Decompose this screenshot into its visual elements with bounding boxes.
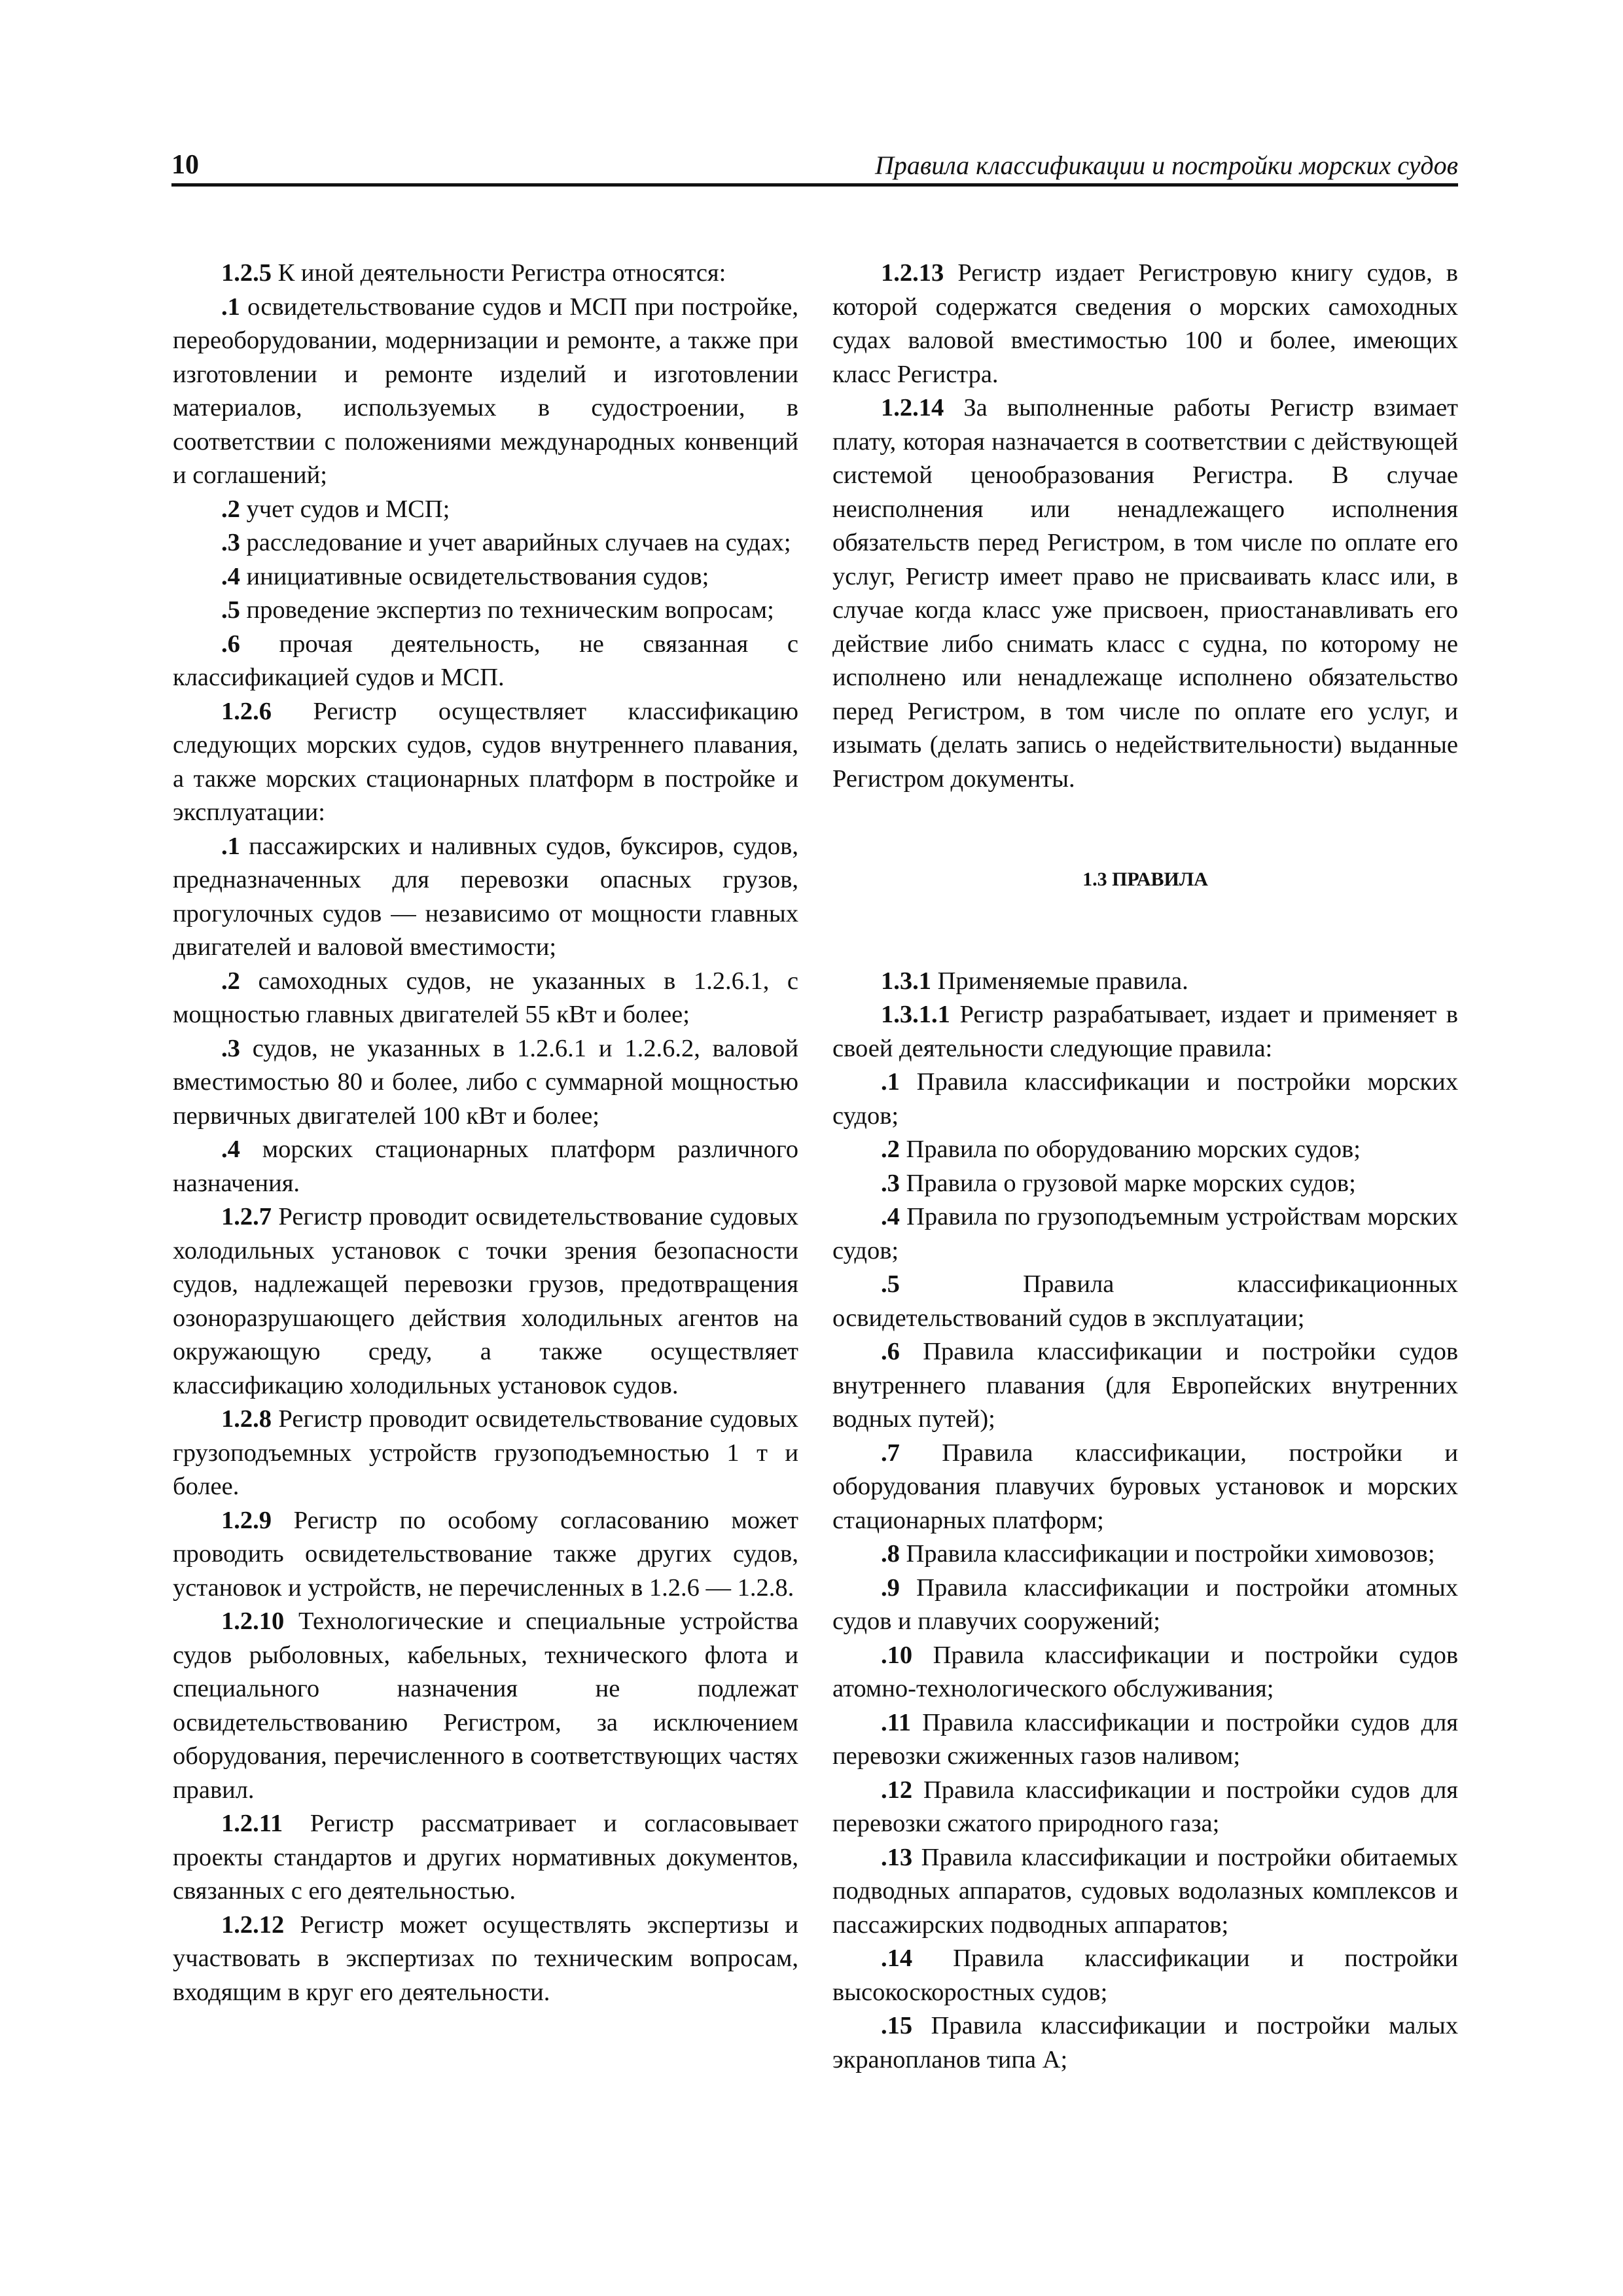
paragraph: [832, 2009, 1458, 2077]
clause-number: 1.2.9: [221, 1506, 272, 1534]
clause-text: К иной деятельности Регистра относятся:: [272, 259, 726, 287]
right-column-bottom: [832, 965, 1458, 2077]
clause-text: прочая деятельность, не связанная с классификацией судов и МСП.: [173, 630, 798, 691]
clause-number: .2: [221, 967, 240, 995]
clause-text: освидетельствование судов и МСП при постройке, переоборудовании, модернизации и ремонте, а также при изготовлении и ремонте изделий и изготовлении материалов, используемых в судостроении, в соответствии с положениями международных конвенций и соглашений;: [173, 293, 798, 489]
clause-number: .3: [221, 529, 240, 556]
paragraph: [173, 493, 798, 527]
clause-text: Регистр рассматривает и согласовывает проекты стандартов и других нормативных документов, связанных с его деятельностью.: [173, 1810, 798, 1905]
clause-number: .6: [881, 1338, 900, 1365]
paragraph: [173, 1807, 798, 1909]
clause-text: Правила по оборудованию морских судов;: [899, 1136, 1361, 1163]
clause-text: Правила классификации, постройки и оборудования плавучих буровых установок и морских стационарных платформ;: [832, 1439, 1458, 1534]
paragraph: [832, 1066, 1458, 1133]
clause-number: .2: [221, 495, 240, 523]
paragraph: [832, 965, 1458, 999]
left-column: [173, 257, 798, 2009]
paragraph: [173, 1909, 798, 2010]
clause-number: .10: [881, 1641, 913, 1669]
paragraph: [832, 998, 1458, 1066]
clause-text: Технологические и специальные устройства судов рыболовных, кабельных, технического флота и специального назначения не подлежат освидетельствованию Регистром, за исключением оборудования, перечисленного в соответствующих частях правил.: [173, 1607, 798, 1804]
clause-number: .1: [221, 832, 240, 860]
clause-number: .3: [881, 1169, 900, 1197]
clause-number: .3: [221, 1034, 240, 1062]
paragraph: [173, 1403, 798, 1504]
paragraph: [173, 291, 798, 493]
clause-number: .13: [881, 1843, 913, 1871]
clause-text: Регистр проводит освидетельствование судовых грузоподъемных устройств грузоподъемностью 1 т и более.: [173, 1405, 798, 1500]
clause-number: .4: [221, 562, 240, 590]
page-header: [171, 145, 1458, 187]
clause-number: 1.2.12: [221, 1910, 285, 1939]
clause-number: 1.2.5: [221, 259, 272, 287]
clause-number: .4: [881, 1203, 900, 1230]
paragraph: [173, 560, 798, 594]
clause-number: 1.2.7: [221, 1203, 272, 1230]
paragraph: [832, 1706, 1458, 1774]
clause-number: .12: [881, 1776, 913, 1804]
clause-number: 1.3.1: [881, 967, 931, 995]
page-number: 10: [171, 150, 199, 180]
right-column-top: [832, 257, 1458, 796]
paragraph: [173, 1133, 798, 1200]
paragraph: [832, 1133, 1458, 1167]
clause-number: 1.2.10: [221, 1607, 285, 1635]
clause-number: 1.2.6: [221, 697, 272, 725]
clause-text: Правила классификации и постройки химовозов;: [899, 1540, 1435, 1568]
clause-text: Правила классификационных освидетельствований судов в эксплуатации;: [832, 1270, 1458, 1332]
clause-text: Регистр может осуществлять экспертизы и участвовать в экспертизах по техническим вопросам, входящим в круг его деятельности.: [173, 1910, 798, 2006]
clause-number: .2: [881, 1136, 900, 1163]
paragraph: [832, 1537, 1458, 1571]
clause-number: .7: [881, 1439, 900, 1467]
clause-text: Правила классификации и постройки высокоскоростных судов;: [832, 1945, 1458, 2006]
paragraph: [832, 257, 1458, 391]
paragraph: [173, 1200, 798, 1403]
clause-number: 1.2.11: [221, 1810, 283, 1837]
running-title: Правила классификации и постройки морских судов: [874, 151, 1458, 180]
clause-number: .5: [221, 596, 240, 624]
clause-text: проведение экспертиз по техническим вопросам;: [240, 596, 774, 624]
clause-text: расследование и учет аварийных случаев на судах;: [240, 529, 791, 556]
clause-number: .9: [881, 1573, 900, 1602]
clause-text: Регистр по особому согласованию может проводить освидетельствование также других судов, установок и устройств, не перечисленных в 1.2.6 — 1.2.8.: [173, 1506, 798, 1602]
paragraph: [173, 628, 798, 695]
paragraph: [173, 1504, 798, 1605]
clause-text: Правила классификации и постройки морских судов;: [832, 1068, 1458, 1130]
clause-text: Правила классификации и постройки обитаемых подводных аппаратов, судовых водолазных комплексов и пассажирских подводных аппаратов;: [832, 1843, 1458, 1939]
paragraph: [832, 1571, 1458, 1639]
clause-text: Применяемые правила.: [931, 967, 1188, 995]
clause-number: .14: [881, 1945, 913, 1972]
clause-text: Регистр проводит освидетельствование судовых холодильных установок с точки зрения безопасности судов, надлежащей перевозки грузов, предотвращения озоноразрушающего действия холодильных агентов на окружающую среду, а также осуществляет классификацию холодильных установок судов.: [173, 1203, 798, 1399]
clause-number: .1: [221, 293, 240, 321]
clause-text: Правила классификации и постройки атомных судов и плавучих сооружений;: [832, 1573, 1458, 1635]
clause-text: Правила о грузовой марке морских судов;: [899, 1169, 1356, 1197]
paragraph: [173, 1032, 798, 1134]
clause-text: Правила классификации и постройки судов атомно-технологического обслуживания;: [832, 1641, 1458, 1702]
paragraph: [832, 1335, 1458, 1437]
clause-text: судов, не указанных в 1.2.6.1 и 1.2.6.2, валовой вместимостью 80 и более, либо с суммарной мощностью первичных двигателей 100 кВт и более;: [173, 1034, 798, 1130]
clause-text: Регистр издает Регистровую книгу судов, в которой содержатся сведения о морских самоходных судах валовой вместимостью 100 и более, имеющих класс Регистра.: [832, 259, 1458, 388]
paragraph: [832, 1942, 1458, 2009]
clause-number: .5: [881, 1270, 900, 1298]
paragraph: [832, 391, 1458, 796]
right-column: [832, 257, 1458, 2077]
paragraph: [832, 1639, 1458, 1706]
clause-text: инициативные освидетельствования судов;: [240, 562, 709, 590]
paragraph: [173, 526, 798, 560]
clause-number: .4: [221, 1136, 240, 1163]
clause-text: Правила классификации и постройки судов для перевозки сжатого природного газа;: [832, 1776, 1458, 1837]
clause-text: пассажирских и наливных судов, буксиров, судов, предназначенных для перевозки опасных грузов, прогулочных судов — независимо от мощности главных двигателей и валовой вместимости;: [173, 832, 798, 961]
paragraph: [832, 1437, 1458, 1538]
paragraph: [832, 1841, 1458, 1943]
clause-text: Правила по грузоподъемным устройствам морских судов;: [832, 1203, 1458, 1265]
clause-text: Регистр разрабатывает, издает и применяет в своей деятельности следующие правила:: [832, 1001, 1458, 1062]
clause-number: 1.2.13: [881, 259, 944, 287]
paragraph: [832, 1774, 1458, 1841]
section-title: 1.3 ПРАВИЛА: [1082, 869, 1208, 890]
paragraph: [173, 1605, 798, 1807]
paragraph: [173, 594, 798, 628]
clause-text: самоходных судов, не указанных в 1.2.6.1, с мощностью главных двигателей 55 кВт и более;: [173, 967, 798, 1028]
paragraph: [173, 965, 798, 1032]
paragraph: [832, 1167, 1458, 1201]
clause-text: учет судов и МСП;: [240, 495, 450, 523]
clause-text: За выполненные работы Регистр взимает плату, которая назначается в соответствии с действующей системой ценообразования Регистра. В случае неисполнения или ненадлежащего исполнения обязательств перед Регистром, в том числе по оплате его услуг, Регистр имеет право не присваивать класс или, в случае когда класс уже присвоен, приостанавливать его действие либо снимать класс с судна, по которому не исполнено или ненадлежаще исполнено обязательство перед Регистром, в том числе по оплате его услуг, и изымать (делать запись о недействительности) выданные Регистром документы.: [832, 394, 1458, 793]
clause-number: 1.3.1.1: [881, 1001, 950, 1028]
clause-number: .6: [221, 630, 240, 658]
clause-text: Регистр осуществляет классификацию следующих морских судов, судов внутреннего плавания, а также морских стационарных платформ в постройке и эксплуатации:: [173, 697, 798, 826]
clause-number: .8: [881, 1540, 900, 1568]
paragraph: [173, 257, 798, 291]
clause-text: Правила классификации и постройки малых экранопланов типа А;: [832, 2012, 1458, 2073]
clause-number: .1: [881, 1068, 900, 1096]
paragraph: [173, 695, 798, 830]
paragraph: [832, 1200, 1458, 1268]
clause-text: Правила классификации и постройки судов для перевозки сжиженных газов наливом;: [832, 1708, 1458, 1770]
clause-number: 1.2.14: [881, 394, 944, 422]
paragraph: [173, 830, 798, 965]
clause-text: морских стационарных платформ различного назначения.: [173, 1136, 798, 1197]
clause-text: Правила классификации и постройки судов внутреннего плавания (для Европейских внутренних водных путей);: [832, 1338, 1458, 1433]
clause-number: .11: [881, 1708, 912, 1736]
paragraph: [832, 1268, 1458, 1335]
clause-number: 1.2.8: [221, 1405, 272, 1433]
clause-number: .15: [881, 2012, 913, 2039]
